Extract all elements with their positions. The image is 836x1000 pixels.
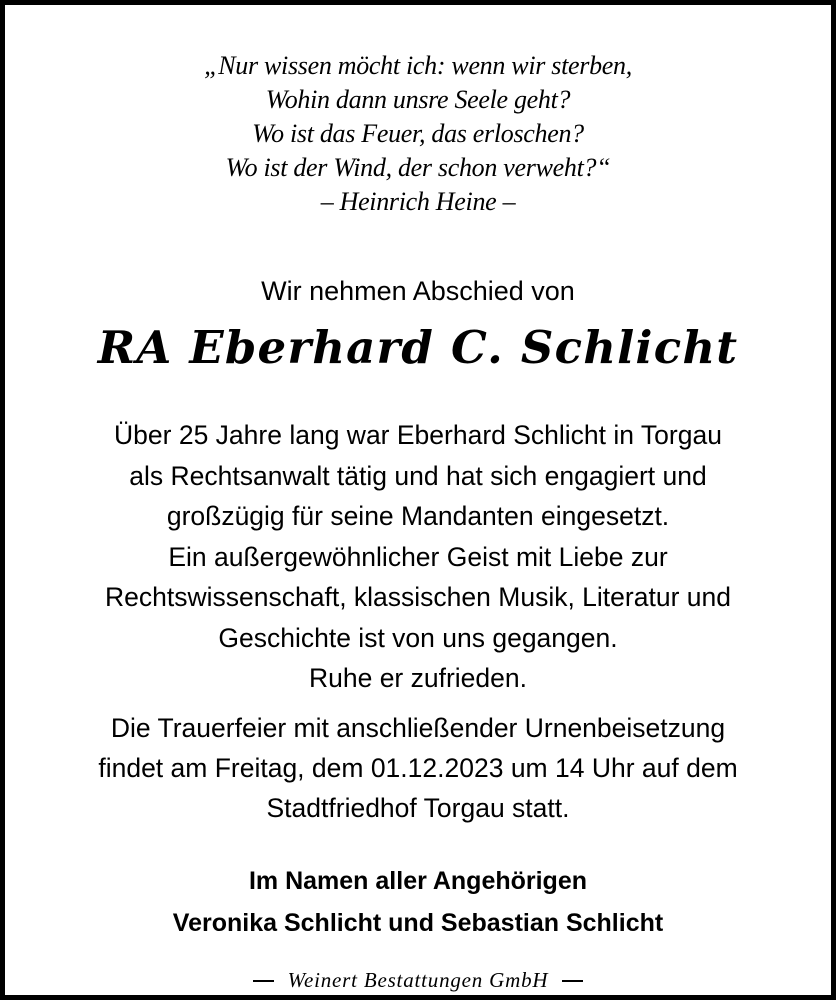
quote-line: Wohin dann unsre Seele geht? [265,85,571,114]
tribute-line: Ruhe er zufrieden. [308,663,528,693]
signature-names: Veronika Schlicht und Sebastian Schlicht [172,909,664,937]
tribute-line: Geschichte ist von uns gegangen. [218,622,618,653]
service-line: findet am Freitag, dem 01.12.2023 um 14 Uhr auf dem [98,753,738,783]
quote-line: Wo ist der Wind, der schon verweht?“ [225,153,611,182]
farewell-intro: Wir nehmen Abschied von [261,276,575,306]
tribute-line: Über 25 Jahre lang war Eberhard Schlicht in Torgau [114,420,722,450]
service-line: Die Trauerfeier mit anschließender Urnenbeisetzung [110,713,726,743]
tribute-line: als Rechtsanwalt tätig und hat sich engagiert und [129,460,707,491]
poem-quote [5,49,831,219]
tribute-line: Rechtswissenschaft, klassischen Musik, Literatur und [105,582,731,612]
funeral-service-info [5,708,831,828]
tribute-line: Ein außergewöhnlicher Geist mit Liebe zur [168,541,668,572]
deceased-name: RA Eberhard C. Schlicht [97,321,739,374]
family-signature [5,860,831,944]
service-line: Stadtfriedhof Torgau statt. [266,793,570,823]
funeral-home-name: Weinert Bestattungen GmbH [274,968,563,993]
signature-line: Im Namen aller Angehörigen [248,867,588,895]
tribute-text [5,415,831,699]
quote-author: – Heinrich Heine – [320,187,516,216]
quote-line: „Nur wissen möcht ich: wenn wir sterben, [204,51,632,80]
funeral-home-footer [5,967,831,993]
quote-line: Wo ist das Feuer, das erloschen? [252,119,584,148]
tribute-line: großzügig für seine Mandanten eingesetzt. [166,501,670,531]
